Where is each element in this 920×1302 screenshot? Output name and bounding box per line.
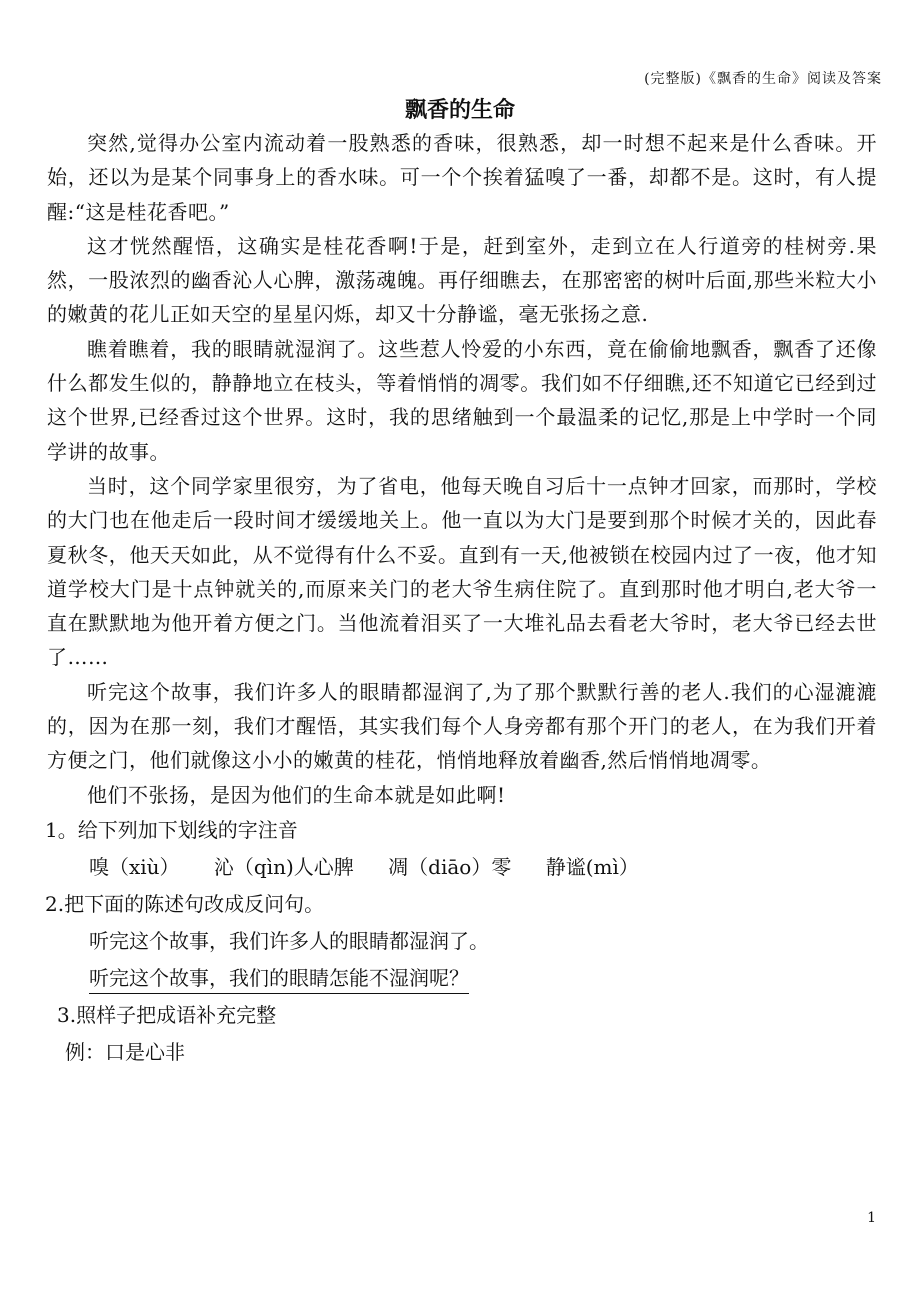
- pinyin-item: 静谧(mì）: [545, 854, 639, 879]
- paragraph-3: 瞧着瞧着，我的眼睛就湿润了。这些惹人怜爱的小东西，竟在偷偷地飘香，飘香了还像什么都发生似的，静静地立在枝头，等着悄悄的凋零。我们如不仔细瞧,还不知道它已经到过这个世界,已经香过这个世界。这时，我的思绪触到一个最温柔的记忆,那是上中学时一个同学讲的故事。: [47, 336, 877, 464]
- question-2-sentence: 听完这个故事，我们许多人的眼睛都湿润了。: [89, 928, 489, 953]
- question-1-items: [89, 849, 877, 886]
- paragraph-6: 他们不张扬，是因为他们的生命本就是如此啊!: [87, 782, 506, 807]
- question-2-answer-line: [89, 960, 877, 997]
- question-3: 3.照样子把成语补充完整: [57, 1002, 277, 1027]
- question-1: 1。给下列加下划线的字注音: [45, 817, 298, 842]
- paragraph-4: 当时，这个同学家里很穷，为了省电，他每天晚自习后十一点钟才回家，而那时，学校的大门也在他走后一段时间才缓缓地关上。他一直以为大门是要到那个时候才关的，因此春夏秋冬，他天天如此，从不觉得有什么不妥。直到有一天,他被锁在校园内过了一夜，他才知道学校大门是十点钟就关的,而原来关门的老大爷生病住院了。直到那时他才明白,老大爷一直在默默地为他开着方便之门。当他流着泪买了一大堆礼品去看老大爷时，老大爷已经去世了……: [47, 473, 877, 670]
- pinyin-item: 沁（qìn)人心脾: [213, 854, 354, 879]
- paragraph-1: 突然,觉得办公室内流动着一股熟悉的香味，很熟悉，却一时想不起来是什么香味。开始，还以为是某个同事身上的香水味。可一个个挨着猛嗅了一番，却都不是。这时，有人提醒:“这是桂花香吧。”: [47, 131, 877, 224]
- question-2-answer: 听完这个故事，我们的眼睛怎能不湿润呢？: [89, 963, 469, 994]
- pinyin-item: 嗅（xiù）: [89, 854, 180, 879]
- question-3-example: 例：口是心非: [65, 1039, 185, 1064]
- article-body: [47, 126, 877, 1071]
- question-2: 2.把下面的陈述句改成反问句。: [45, 891, 325, 916]
- paragraph-5: 听完这个故事，我们许多人的眼睛都湿润了,为了那个默默行善的老人.我们的心湿漉漉的，因为在那一刻，我们才醒悟，其实我们每个人身旁都有那个开门的老人，在为我们开着方便之门，他们就像这小小的嫩黄的桂花，悄悄地释放着幽香,然后悄悄地凋零。: [47, 679, 877, 773]
- pinyin-item: 凋（diāo）零: [388, 854, 512, 879]
- page-header: (完整版)《飘香的生命》阅读及答案: [644, 71, 882, 87]
- paragraph-2: 这才恍然醒悟，这确实是桂花香啊!于是，赶到室外，走到立在人行道旁的桂树旁.果然，一股浓烈的幽香沁人心脾，激荡魂魄。再仔细瞧去，在那密密的树叶后面,那些米粒大小的嫩黄的花儿正如天空的星星闪烁，却又十分静谧，毫无张扬之意.: [47, 233, 877, 327]
- article-title: 飘香的生命: [404, 98, 515, 123]
- page-number: 1: [867, 1210, 876, 1226]
